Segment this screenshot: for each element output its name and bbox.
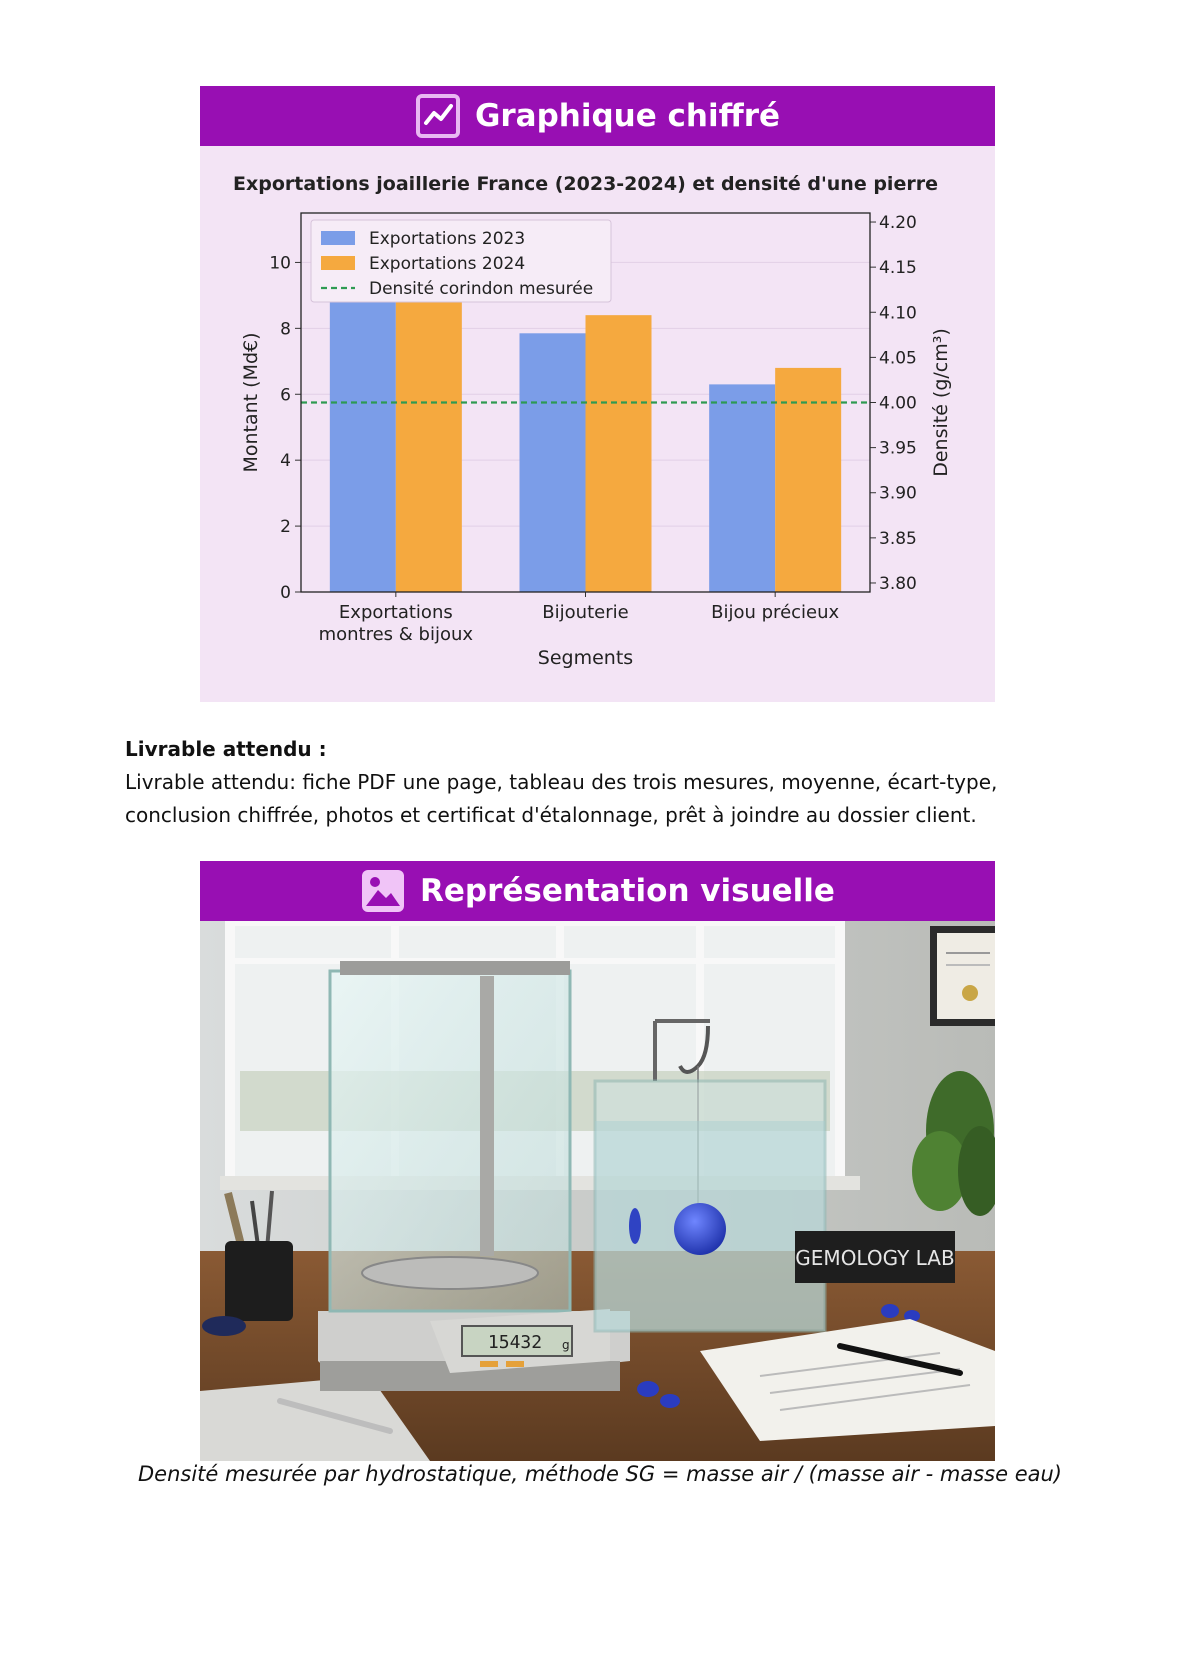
chart-title: Exportations joaillerie France (2023-2024) et densité d'une pierre (233, 173, 938, 195)
deliverable-title: Livrable attendu : (125, 737, 327, 761)
y-axis-label: Montant (Md€) (240, 332, 262, 473)
desk-gem (881, 1304, 899, 1318)
legend-label: Densité corindon mesurée (369, 279, 594, 299)
deliverable-text: Livrable attendu: fiche PDF une page, tableau des trois mesures, moyenne, écart-type, conclusion chiffrée, photos et certificat d'étalonnage, prêt à joindre au dossier client. (125, 770, 998, 827)
y2-tick-label: 4.20 (879, 213, 917, 234)
chart-card (200, 86, 995, 702)
x-axis-label: Segments (537, 647, 634, 669)
bar-2023 (520, 333, 586, 592)
line-chart-icon (415, 93, 461, 139)
visual-card (200, 861, 995, 1461)
desk-gem (660, 1394, 680, 1408)
y-tick-label: 6 (280, 385, 291, 406)
y-tick-label: 0 (280, 583, 291, 603)
y-tick-label: 2 (280, 517, 291, 538)
y2-tick-label: 4.00 (879, 393, 917, 414)
x-tick-label: Bijou précieux (711, 602, 840, 623)
image-icon (360, 868, 406, 914)
y-tick-label: 4 (280, 451, 291, 472)
y2-tick-label: 4.15 (879, 258, 917, 279)
balance-unit: g (562, 1338, 570, 1352)
y2-tick-label: 4.05 (879, 348, 917, 369)
visual-card-title: Représentation visuelle (420, 873, 835, 909)
x-tick-label: montres & bijoux (318, 624, 474, 645)
y2-tick-label: 3.95 (879, 438, 917, 459)
bar-2024 (586, 315, 652, 592)
chart-card-header (200, 86, 995, 146)
y-tick-label: 8 (280, 319, 291, 340)
gem-sample (674, 1203, 726, 1255)
desk-gem (637, 1381, 659, 1397)
lab-photo (200, 921, 995, 1461)
bar-chart (200, 146, 995, 702)
y-tick-label: 10 (269, 253, 291, 274)
y2-axis-label: Densité (g/cm³) (930, 328, 952, 477)
y2-tick-label: 3.90 (879, 483, 917, 504)
legend-label: Exportations 2023 (369, 229, 526, 249)
balance-display: 15432 (487, 1332, 543, 1353)
lab-sign-text: GEMOLOGY LAB (795, 1246, 955, 1270)
visual-card-header (200, 861, 995, 921)
x-tick-label: Bijouterie (542, 602, 629, 623)
legend-swatch (321, 256, 355, 270)
lab-sign (795, 1231, 955, 1283)
photo-caption: Densité mesurée par hydrostatique, méthode SG = masse air / (masse air - masse eau) (137, 1462, 1063, 1486)
bar-2023 (709, 384, 775, 592)
y2-tick-label: 3.80 (879, 573, 917, 594)
y2-tick-label: 3.85 (879, 528, 917, 549)
framed-certificate (930, 926, 995, 1026)
x-tick-label: Exportations (338, 602, 453, 623)
y2-tick-label: 4.10 (879, 303, 917, 324)
legend-swatch (321, 231, 355, 245)
legend-label: Exportations 2024 (369, 254, 526, 274)
deliverable-section (125, 733, 1085, 832)
chart-card-title: Graphique chiffré (474, 98, 781, 134)
